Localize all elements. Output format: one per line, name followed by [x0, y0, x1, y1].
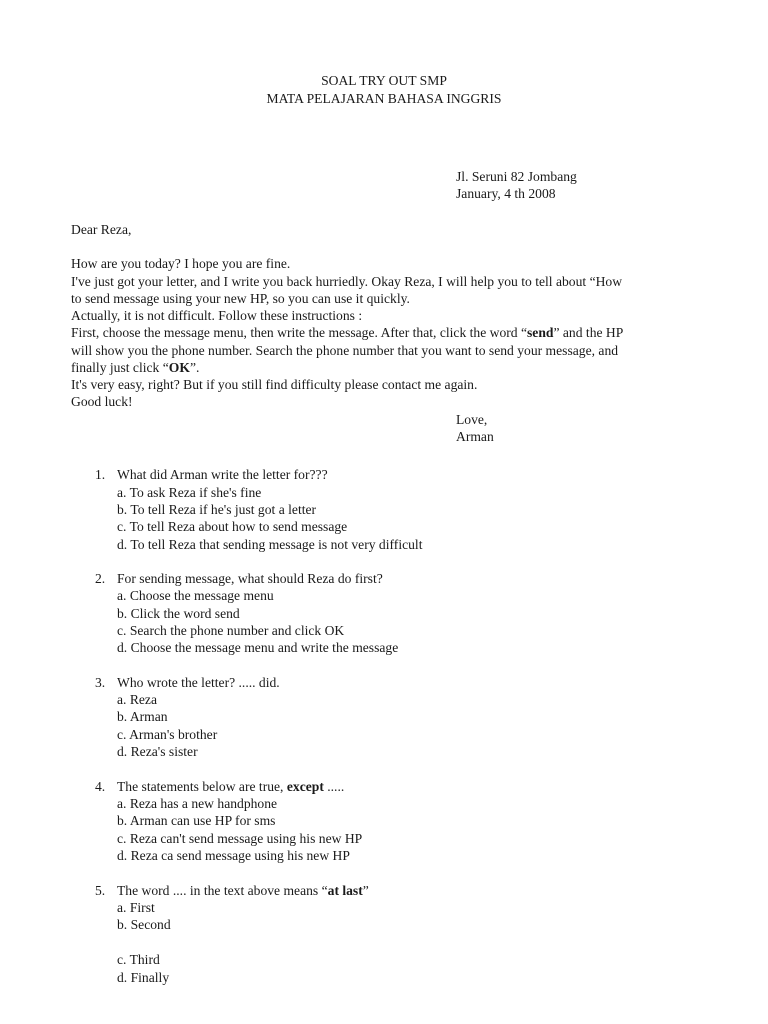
answer-option: d. Reza's sister	[117, 744, 198, 759]
answer-option: a. To ask Reza if she's fine	[117, 485, 262, 500]
answer-option: a. First	[117, 900, 155, 915]
question-text-part: The statements below are true,	[117, 779, 287, 794]
emphasis-except: except	[286, 779, 324, 794]
letter-paragraph	[71, 324, 623, 341]
question-text	[117, 882, 369, 899]
letter-closing: Love,	[456, 412, 488, 427]
answer-option: c. Reza can't send message using his new HP	[117, 831, 363, 846]
letter-address: Jl. Seruni 82 Jombang	[456, 169, 577, 184]
letter-paragraph: How are you today? I hope you are fine.	[71, 256, 291, 271]
question-text-part: ”	[362, 883, 369, 898]
answer-option: c. Third	[117, 952, 160, 967]
question-text-part: The word .... in the text above means “	[117, 883, 328, 898]
answer-option: a. Reza	[117, 692, 157, 707]
letter-date: January, 4 th 2008	[456, 186, 556, 201]
letter-text: First, choose the message menu, then write the message. After that, click the word “	[71, 325, 528, 340]
emphasis-send: send	[527, 325, 554, 340]
answer-option: b. To tell Reza if he's just got a letter	[117, 502, 317, 517]
answer-option: d. Choose the message menu and write the message	[117, 640, 399, 655]
emphasis-at-last: at last	[327, 883, 363, 898]
letter-paragraph: to send message using your new HP, so you can use it quickly.	[71, 291, 410, 306]
letter-text: ”.	[189, 360, 200, 375]
answer-option: a. Reza has a new handphone	[117, 796, 278, 811]
answer-option: b. Arman can use HP for sms	[117, 813, 276, 828]
answer-option: b. Arman	[117, 709, 168, 724]
document-subtitle: MATA PELAJARAN BAHASA INGGRIS	[266, 91, 502, 106]
answer-option: c. Search the phone number and click OK	[117, 623, 345, 638]
emphasis-ok: OK	[168, 360, 190, 375]
letter-text: ” and the HP	[553, 325, 624, 340]
letter-paragraph: Actually, it is not difficult. Follow these instructions :	[71, 308, 363, 323]
document-title: SOAL TRY OUT SMP	[321, 73, 447, 88]
question-text-part: .....	[323, 779, 345, 794]
letter-salutation: Dear Reza,	[71, 222, 132, 237]
letter-paragraph: I've just got your letter, and I write you back hurriedly. Okay Reza, I will help you to tell about “How	[71, 274, 623, 289]
letter-paragraph: It's very easy, right? But if you still find difficulty please contact me again.	[71, 377, 478, 392]
answer-option: b. Second	[117, 917, 171, 932]
question-number: 3.	[95, 675, 106, 690]
answer-option: d. Finally	[117, 970, 170, 985]
question-number: 4.	[95, 779, 106, 794]
answer-option: b. Click the word send	[117, 606, 240, 621]
answer-option: c. Arman's brother	[117, 727, 218, 742]
answer-option: c. To tell Reza about how to send message	[117, 519, 348, 534]
answer-option: d. To tell Reza that sending message is not very difficult	[117, 537, 423, 552]
question-text: For sending message, what should Reza do first?	[117, 571, 383, 586]
letter-text: finally just click “	[71, 360, 169, 375]
question-number: 5.	[95, 883, 106, 898]
answer-option: d. Reza ca send message using his new HP	[117, 848, 350, 863]
letter-paragraph: will show you the phone number. Search the phone number that you want to send your message, and	[71, 343, 619, 358]
letter-paragraph: Good luck!	[71, 394, 133, 409]
question-text	[117, 778, 344, 795]
question-number: 2.	[95, 571, 106, 586]
question-number: 1.	[95, 467, 106, 482]
letter-signature: Arman	[456, 429, 494, 444]
question-text: Who wrote the letter? ..... did.	[117, 675, 280, 690]
letter-paragraph	[71, 359, 199, 376]
answer-option: a. Choose the message menu	[117, 588, 274, 603]
question-text: What did Arman write the letter for???	[117, 467, 328, 482]
